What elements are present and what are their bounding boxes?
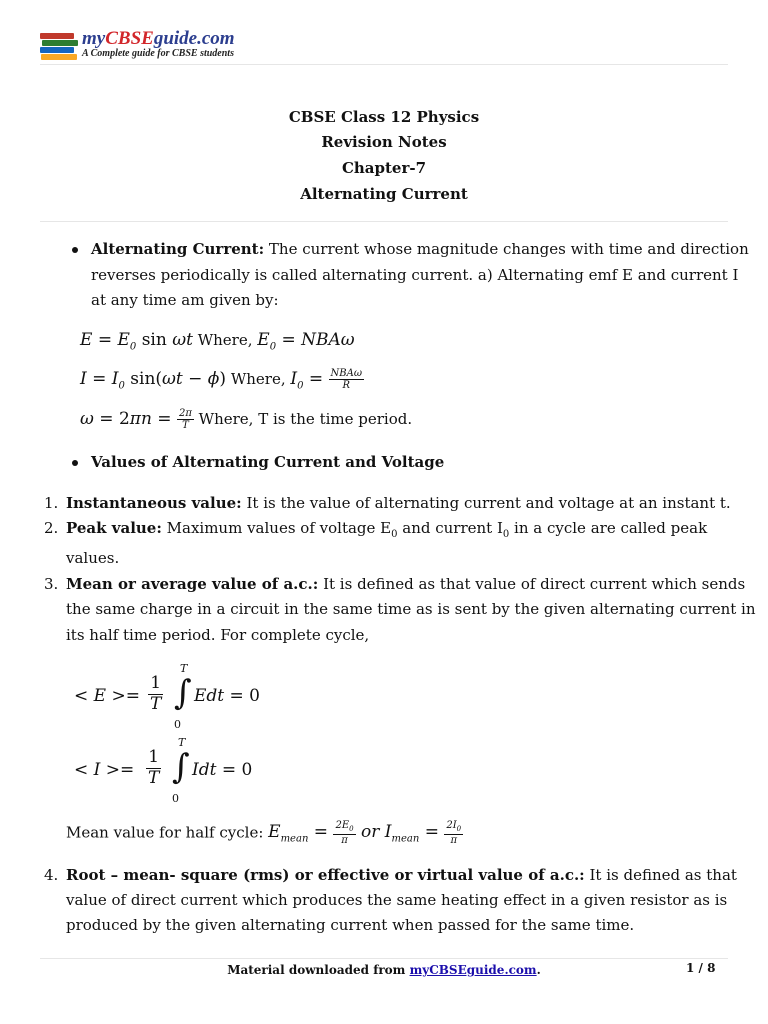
doc-title-line4: Alternating Current	[300, 185, 468, 203]
footer-divider	[40, 958, 728, 959]
section1-heading: Alternating Current:	[91, 240, 265, 258]
title-divider	[40, 221, 728, 222]
brand-name: myCBSEguide.com	[82, 28, 235, 49]
list-number: 1.	[44, 494, 59, 512]
list-item-instantaneous: Instantaneous value: It is the value of alternating current and voltage at an instant t.	[66, 494, 731, 512]
doc-title-line3: Chapter-7	[341, 159, 427, 177]
list-item-mean-line3: its half time period. For complete cycle,	[66, 626, 370, 644]
header-divider	[40, 64, 728, 65]
list-item-mean: Mean or average value of a.c.: It is defined as that value of direct current which sends	[66, 575, 746, 593]
list-item-rms: Root – mean- square (rms) or effective or virtual value of a.c.: It is defined as that	[66, 866, 737, 884]
footer-link[interactable]: myCBSEguide.com	[409, 963, 537, 977]
section1-line1: Alternating Current: The current whose magnitude changes with time and direction	[91, 240, 749, 258]
equation-emf: $E = E_0$ sin ωt Where, $E_0 = NBA\omega$	[80, 330, 355, 353]
site-logo[interactable]	[40, 26, 235, 62]
section1-line3: at any time am given by:	[91, 291, 279, 309]
doc-title-line2: Revision Notes	[321, 133, 447, 151]
doc-title-line1: CBSE Class 12 Physics	[288, 108, 480, 126]
equation-omega: ω = 2πn = $\frac{2\pi}{T}$ Where, T is the time period.	[80, 408, 413, 431]
books-icon	[40, 29, 78, 59]
list-item-peak-line2: values.	[66, 549, 120, 567]
list-number: 2.	[44, 519, 59, 537]
list-item-rms-line2: value of direct current which produces the same heating effect in a given resistor as is	[66, 891, 728, 909]
equation-current: $I = I_0$ sin(ωt − ϕ) Where, $I_0$ = $\frac{\text{NBAω}}{R}$	[80, 368, 363, 392]
list-item-rms-line3: produced by the given alternating current when passed for the same time.	[66, 916, 635, 934]
page-number: 1 / 8	[686, 961, 716, 975]
list-number: 3.	[44, 575, 59, 593]
bullet-icon	[72, 460, 78, 466]
equation-mean-half-cycle: Mean value for half cycle: $E_{mean}$ = $\frac{2E_0}{\pi}$ or $I_{mean}$ = $\frac{2I_0}{\pi}$	[66, 820, 462, 846]
footer-note: Material downloaded from myCBSEguide.com.	[227, 963, 541, 977]
list-item-mean-line2: the same charge in a circuit in the same time as is sent by the given alternating current in	[66, 600, 756, 618]
brand-tagline: A Complete guide for CBSE students	[82, 48, 234, 59]
bullet-icon	[72, 247, 78, 253]
section2-heading: Values of Alternating Current and Voltage	[91, 453, 445, 471]
list-item-peak: Peak value: Maximum values of voltage $E_0$ and current $I_0$ in a cycle are called peak	[66, 519, 708, 540]
equation-mean-emf: < E >= 1 T T ∫ 0 Edt = 0	[74, 662, 260, 731]
section1-line2: reverses periodically is called alternating current. a) Alternating emf E and current I	[91, 266, 739, 284]
list-number: 4.	[44, 866, 59, 884]
equation-mean-current: < I >= 1 T T ∫ 0 Idt = 0	[74, 736, 253, 805]
